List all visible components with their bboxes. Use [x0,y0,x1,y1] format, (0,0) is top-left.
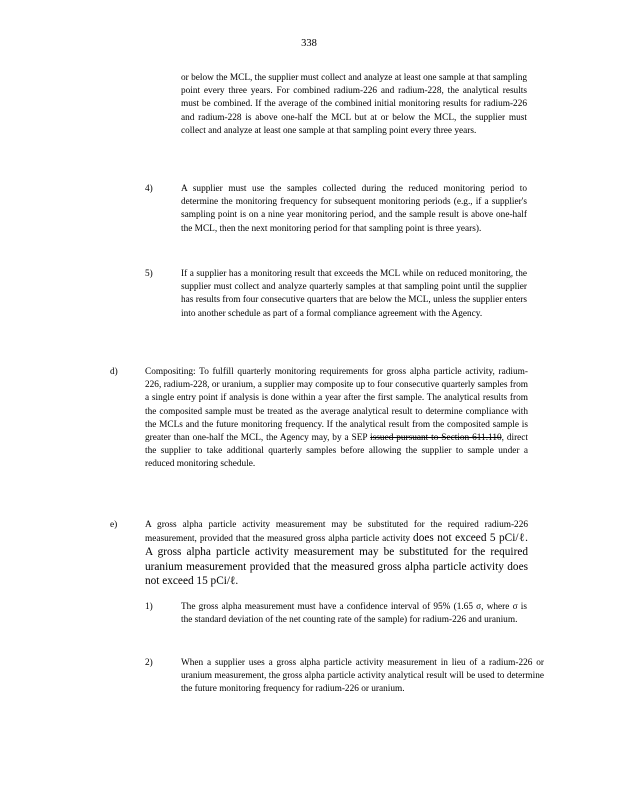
item-5-label: 5) [145,269,153,279]
item-d-struck-text: issued pursuant to Section 611.110 [370,433,502,444]
continuation-paragraph: or below the MCL, the supplier must collect and analyze at least one sample at that sampling point every three years. For combined radium-226 and radium-228, the analytical results must be combined. If the average of the combined initial monitoring results for radium-226 and radium-228 is above one-half the MCL but at or below the MCL, the supplier must collect and analyze at least one sample at that sampling point every three years. [181,73,527,136]
item-4-label: 4) [145,184,153,194]
item-d-label: d) [110,367,118,377]
item-e-label: e) [110,520,118,530]
item-e1-label: 1) [145,602,153,612]
item-4-text: A supplier must use the samples collected during the reduced monitoring period to determine the monitoring frequency for subsequent monitoring periods (e.g., if a supplier's sampling point is on a nine year monitoring period, and the sample result is above one-half the MCL, then the next monitoring period for that sampling point is three years). [181,184,527,234]
item-d-text-after: , direct the supplier to take additional quarterly samples before allowing the supplier to sample under a reduced monitoring schedule. [145,433,529,470]
item-e-text [145,519,528,589]
item-e-text-large: does not exceed 5 pCi/ℓ. A gross alpha particle activity measurement may be substituted for the required uranium measurement provided that the measured gross alpha particle activity does not exceed 15 pCi/ℓ. [145,532,529,587]
item-e2-label: 2) [145,658,153,668]
item-d-text [145,366,528,472]
page-number: 338 [301,38,317,49]
item-e1-text: The gross alpha measurement must have a confidence interval of 95% (1.65 σ, where σ is the standard deviation of the net counting rate of the sample) for radium-226 and uranium. [181,602,527,626]
item-5-text: If a supplier has a monitoring result that exceeds the MCL while on reduced monitoring, the supplier must collect and analyze quarterly samples at that sampling point until the supplier has results from four consecutive quarters that are below the MCL, unless the supplier enters into another schedule as part of a formal compliance agreement with the Agency. [181,269,527,319]
item-e-text-small: A gross alpha particle activity measurement may be substituted for the required radium-226 measurement, provided that the measured gross alpha particle activity [145,520,528,545]
item-e2-text: When a supplier uses a gross alpha particle activity measurement in lieu of a radium-226 or uranium measurement, the gross alpha particle activity analytical result will be used to determine the future monitoring frequency for radium-226 or uranium. [181,658,544,695]
item-d-text-before: Compositing: To fulfill quarterly monitoring requirements for gross alpha particle activity, radium-226, radium-228, or uranium, a supplier may composite up to four consecutive quarterly samples from a single entry point if analysis is done within a year after the first sample. The analytical results from the composited sample must be treated as the average analytical result to determine compliance with the MCLs and the future monitoring frequency. If the analytical result from the composited sample is greater than one-half the MCL, the Agency may, by a SEP [145,367,528,444]
